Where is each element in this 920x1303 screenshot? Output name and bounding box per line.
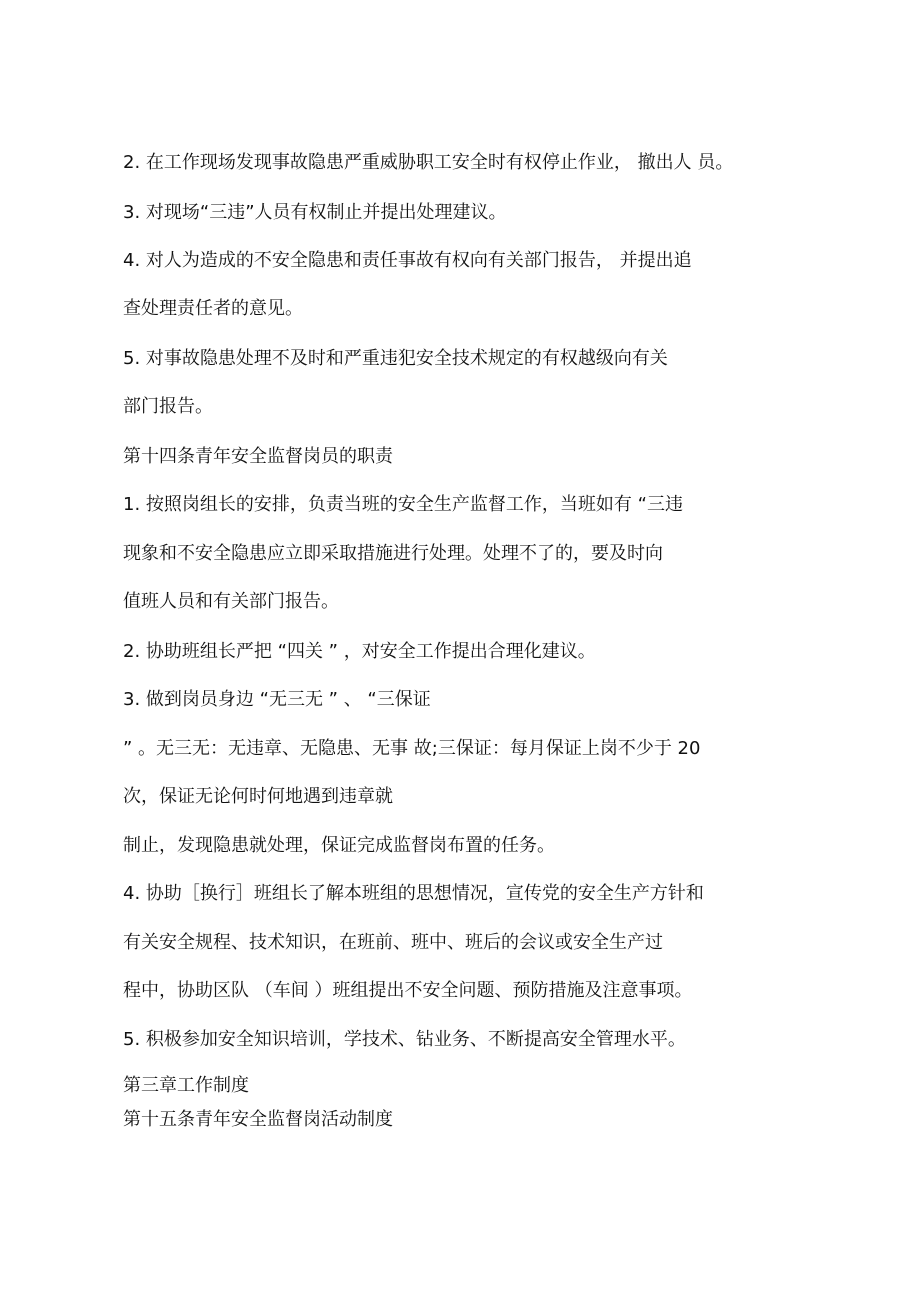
- text-line: 有关安全规程、技术知识，在班前、班中、班后的会议或安全生产过: [123, 932, 663, 953]
- text-line: 5. 积极参加安全知识培训，学技术、钻业务、不断提高安全管理水平。: [123, 1029, 686, 1050]
- text-line: 值班人员和有关部门报告。: [123, 591, 339, 612]
- text-line: 现象和不安全隐患应立即采取措施进行处理。处理不了的，要及时向: [123, 543, 663, 564]
- text-line: 4. 协助［换行］班组长了解本班组的思想情况，宣传党的安全生产方针和: [123, 883, 704, 904]
- text-line: 1. 按照岗组长的安排，负责当班的安全生产监督工作，当班如有 “三违: [123, 494, 683, 515]
- text-line: ” 。无三无：无违章、无隐患、无事 故;三保证：每月保证上岗不少于 20: [123, 738, 701, 759]
- text-line: 部门报告。: [123, 396, 213, 417]
- text-line: 4. 对人为造成的不安全隐患和责任事故有权向有关部门报告， 并提出追: [123, 250, 692, 271]
- text-line: 2. 协助班组长严把 “四关 ” ，对安全工作提出合理化建议。: [123, 641, 596, 662]
- text-line: 3. 对现场“三违”人员有权制止并提出处理建议。: [123, 202, 507, 223]
- text-line: 制止，发现隐患就处理，保证完成监督岗布置的任务。: [123, 835, 555, 856]
- section-heading: 第十五条青年安全监督岗活动制度: [123, 1109, 393, 1130]
- text-line: 查处理责任者的意见。: [123, 298, 303, 319]
- text-line: 3. 做到岗员身边 “无三无 ” 、 “三保证: [123, 689, 431, 710]
- section-heading: 第十四条青年安全监督岗员的职责: [123, 446, 393, 467]
- chapter-heading: 第三章工作制度: [123, 1075, 249, 1096]
- text-line: 5. 对事故隐患处理不及时和严重违犯安全技术规定的有权越级向有关: [123, 348, 668, 369]
- text-line: 次，保证无论何时何地遇到违章就: [123, 786, 393, 807]
- text-line: 2. 在工作现场发现事故隐患严重威胁职工安全时有权停止作业， 撤出人 员。: [123, 152, 734, 173]
- text-line: 程中，协助区队 （车间 ）班组提出不安全问题、预防措施及注意事项。: [123, 980, 693, 1001]
